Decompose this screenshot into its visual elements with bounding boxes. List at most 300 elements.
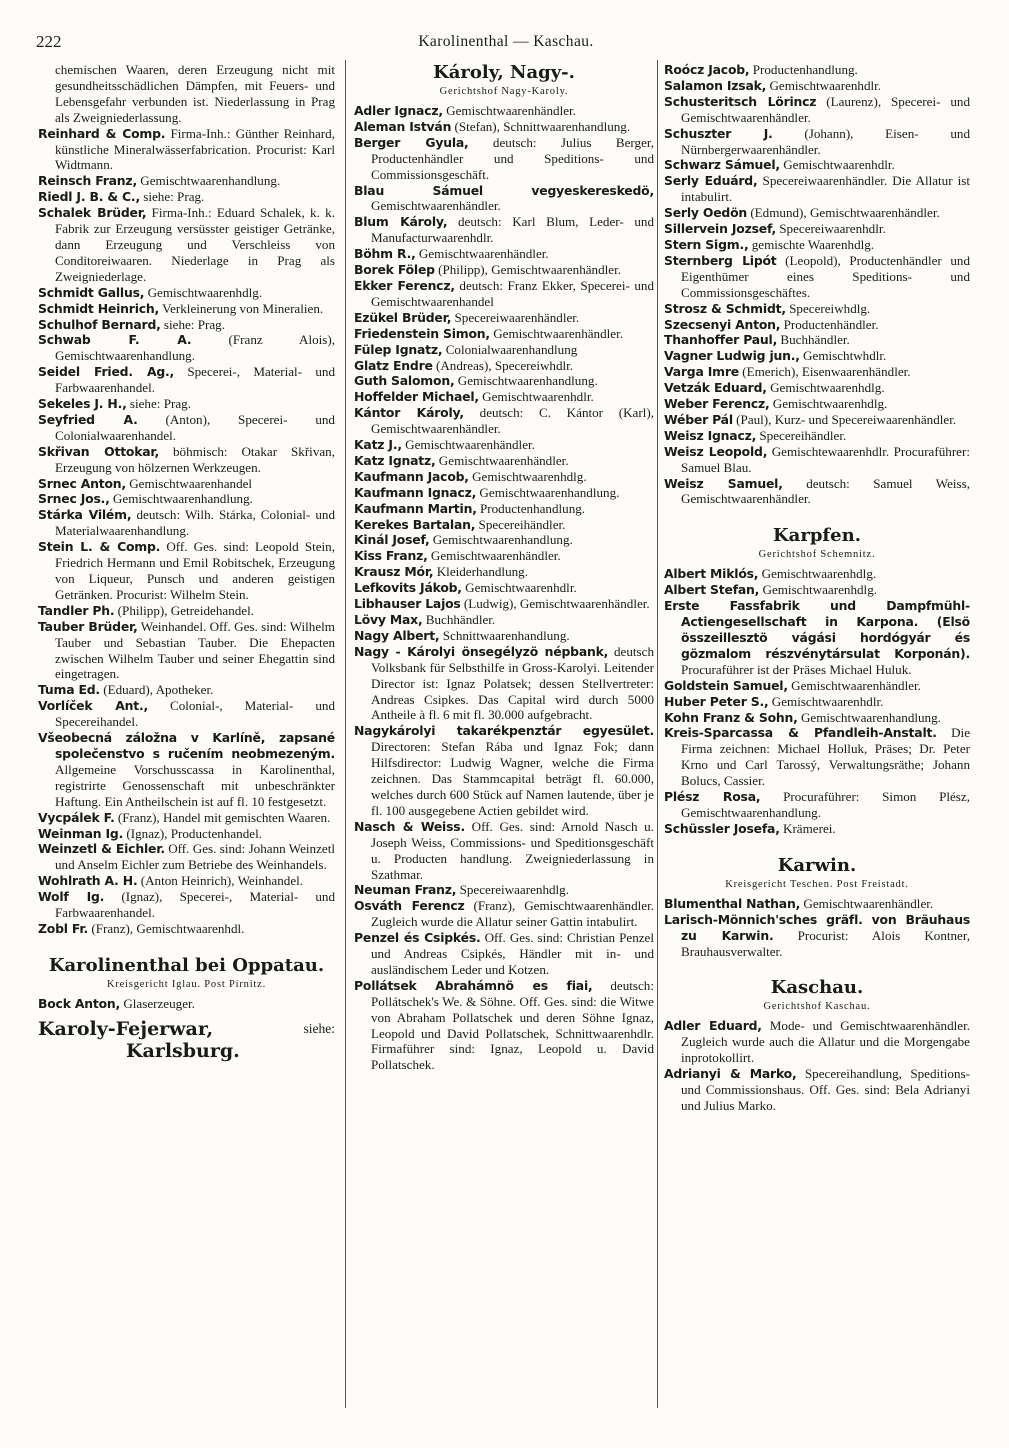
entry-name: Hoffelder Michael,	[354, 389, 479, 405]
entry-text: Gemischtwaarenhdlg.	[762, 582, 878, 598]
directory-entry	[354, 437, 654, 453]
directory-entry	[354, 103, 654, 119]
entry-name: Tandler Ph.	[38, 602, 115, 618]
directory-entry	[664, 444, 970, 476]
entry-name: Friedenstein Simon,	[354, 325, 490, 341]
entry-name: Lefkovits Jákob,	[354, 580, 462, 596]
directory-entry	[664, 205, 970, 221]
entry-text: (Emerich), Eisenwaarenhändler.	[742, 364, 911, 380]
entry-name: Schmidt Gallus,	[38, 284, 145, 300]
xref-target: Karlsburg.	[126, 1039, 240, 1062]
entry-text: (Franz), Handel mit gemischten Waaren.	[117, 809, 331, 825]
entry-text: Gemischtwaarenhandlung.	[800, 709, 941, 725]
entry-name: Tuma Ed.	[38, 682, 100, 698]
entry-text: Gemischtwaarenhändler.	[430, 548, 561, 564]
entry-text: Gemischtwaarenhändler.	[371, 198, 501, 214]
column-right	[664, 62, 970, 1114]
entry-text: Gemischtwaarenhdlg.	[472, 468, 587, 484]
entry-name: Katz J.,	[354, 437, 402, 453]
entry-name: Nagykárolyi takarékpenztár egyesület.	[354, 723, 654, 739]
directory-entry	[38, 317, 335, 333]
entry-list	[664, 62, 970, 507]
directory-entry	[664, 566, 970, 582]
entry-text: Buchhändler.	[780, 332, 850, 348]
directory-entry	[354, 978, 654, 1073]
directory-entry	[354, 612, 654, 628]
section-title-kaschau: Kaschau.	[770, 977, 864, 999]
entry-name: Schüssler Josefa,	[664, 820, 780, 836]
directory-entry	[664, 126, 970, 158]
entry-text: siehe: Prag.	[163, 316, 225, 332]
entry-name: Vetzák Eduard,	[664, 380, 767, 396]
entry-text: deutsch: Samuel Weiss, Gemischtwaarenhändler.	[681, 475, 970, 507]
entry-text: (Ignaz), Specerei-, Material- und Farbwaarenhandel.	[55, 889, 336, 921]
directory-entry	[664, 725, 970, 789]
directory-entry	[664, 173, 970, 205]
column-left	[38, 62, 335, 1062]
directory-entry	[664, 317, 970, 333]
entry-text: (Johann), Eisen- und Nürnbergerwaarenhändler.	[681, 125, 970, 157]
entry-text: siehe: Prag.	[143, 189, 205, 205]
directory-entry	[664, 694, 970, 710]
directory-entry	[38, 476, 335, 492]
entry-name: Bock Anton,	[38, 995, 121, 1011]
directory-entry	[38, 364, 335, 396]
entry-text: (Anton Heinrich), Weinhandel.	[140, 873, 304, 889]
column-middle	[354, 62, 654, 1073]
directory-entry	[354, 596, 654, 612]
entry-name: Vagner Ludwig jun.,	[664, 348, 800, 364]
entry-name: Katz Ignatz,	[354, 452, 436, 468]
entry-text: Specereihändler.	[759, 427, 847, 443]
entry-name: Srnec Anton,	[38, 475, 126, 491]
entry-text: (Ludwig), Gemischtwaarenhändler.	[463, 596, 650, 612]
entry-text: deutsch: C. Kántor (Karl), Gemischtwaarenhändler.	[371, 405, 654, 437]
directory-entry	[354, 373, 654, 389]
entry-text: (Philipp), Gemischtwaarenhändler.	[438, 262, 622, 278]
entry-text: Die Firma zeichnen: Michael Holluk, Präses; Dr. Peter Krno und Carl Tarossý, Verwaltungsräthe; Johann Bolucs, Cassier.	[681, 725, 970, 789]
entry-name: Stein L. & Comp.	[38, 539, 161, 555]
directory-entry	[38, 173, 335, 189]
entry-name: Nagy Albert,	[354, 627, 440, 643]
entry-name: Aleman István	[354, 118, 452, 134]
entry-name: Nasch & Weiss.	[354, 818, 465, 834]
entry-text: (Leopold), Productenhändler und Eigenthümer eines Speditions- und Commissionsgeschäftes.	[681, 252, 970, 300]
directory-entry	[354, 723, 654, 818]
entry-text: (Franz), Gemischtwaarenhdl.	[91, 920, 245, 936]
entry-name: Albert Stefan,	[664, 582, 760, 598]
entry-text: Colonialwaarenhandlung	[445, 341, 578, 357]
directory-entry	[38, 921, 335, 937]
entry-text: Productenhändler.	[783, 316, 879, 332]
entry-name: Sternberg Lipót	[664, 252, 777, 268]
entry-name: Schusteritsch Lörincz	[664, 93, 817, 109]
entry-name: Borek Fölep	[354, 262, 435, 278]
directory-entry	[664, 710, 970, 726]
entry-name: Blumenthal Nathan,	[664, 895, 801, 911]
directory-entry	[664, 476, 970, 508]
directory-entry	[38, 62, 335, 126]
page-number: 222	[36, 32, 62, 51]
directory-entry	[38, 301, 335, 317]
directory-entry	[664, 678, 970, 694]
directory-entry	[38, 603, 335, 619]
entry-text: deutsch: Pollátschek's We. & Söhne. Off. Ges. sind: die Witwe von Abraham Pollatschek und deren Söhne Ignaz, Leopold und David Pollatschek, Schnittwaarenhdlr. Firmaführer sind: Ignaz, Leopold u. David Pollatschek.	[371, 977, 654, 1073]
entry-text: (Philipp), Getreidehandel.	[117, 602, 255, 618]
entry-name: Larisch-Mönnich'sches gräfl. von Bräuhaus zu Karwin.	[664, 911, 970, 943]
directory-entry	[38, 285, 335, 301]
directory-entry	[38, 332, 335, 364]
directory-entry	[354, 819, 654, 883]
directory-entry	[354, 930, 654, 978]
directory-entry	[38, 698, 335, 730]
entry-name: Plész Rosa,	[664, 789, 761, 805]
section-court: Kreisgericht Iglau. Post Pirnitz.	[106, 978, 267, 990]
entry-text: Gemischtwaarenhändler.	[493, 325, 624, 341]
entry-name: Weinzetl & Eichler.	[38, 841, 165, 857]
entry-text: Off. Ges. sind: Christian Penzel und Andreas Csipkés, Händler mit in- und ausländischem Leder und Kotzen.	[371, 930, 655, 977]
entry-text: Gemischtwaarenhdlg.	[147, 284, 263, 300]
entry-name: Weinman Ig.	[38, 825, 124, 841]
directory-entry	[354, 405, 654, 437]
directory-entry	[38, 444, 335, 476]
entry-name: Weisz Ignacz,	[664, 427, 757, 443]
entry-name: Adler Ignacz,	[354, 103, 443, 118]
entry-name: Neuman Franz,	[354, 882, 457, 898]
running-title: Karolinenthal — Kaschau.	[418, 33, 594, 50]
directory-entry	[664, 428, 970, 444]
entry-name: Vorlíček Ant.,	[38, 698, 148, 714]
directory-entry	[664, 380, 970, 396]
directory-entry	[664, 912, 970, 960]
entry-text: (Franz Alois), Gemischtwaarenhandlung.	[55, 332, 336, 364]
entry-text: Specereiwaarenhdlg.	[459, 882, 570, 898]
entry-name: Kinál Josef,	[354, 532, 430, 548]
entry-name: Pollátsek Abrahámnö es fiai,	[354, 977, 593, 993]
entry-text: Off. Ges. sind: Johann Weinzetl und Anselm Eichler zum Betriebe des Weinhandels.	[55, 841, 335, 873]
directory-entry	[664, 821, 970, 837]
directory-entry	[38, 412, 335, 444]
cross-reference	[38, 1018, 335, 1040]
entry-name: Kántor Károly,	[354, 405, 464, 421]
entry-name: Reinsch Franz,	[38, 173, 137, 189]
entry-text: Gemischtwaarenhändler.	[405, 437, 535, 453]
directory-entry	[664, 253, 970, 301]
directory-entry	[354, 326, 654, 342]
entry-name: Serly Eduárd,	[664, 173, 758, 189]
entry-name: Berger Gyula,	[354, 134, 469, 150]
directory-entry	[38, 126, 335, 174]
entry-text: deutsch: Karl Blum, Leder- und Manufacturwaarenhdlr.	[371, 214, 654, 246]
entry-name: Serly Oedön	[664, 205, 748, 221]
directory-entry	[354, 485, 654, 501]
entry-text: Gemischtwaarenhdlr.	[769, 77, 882, 93]
entry-text: Buchhändler.	[425, 612, 496, 627]
entry-name: Böhm R.,	[354, 246, 416, 262]
entry-name: Kreis-Sparcassa & Pfandleih-Anstalt.	[664, 725, 937, 741]
entry-list	[664, 1018, 970, 1113]
directory-entry	[38, 873, 335, 889]
directory-entry	[38, 889, 335, 921]
entry-name: Sillervein Jozsef,	[664, 221, 776, 237]
entry-name: Riedl J. B. & C.,	[38, 189, 140, 205]
directory-entry	[354, 119, 654, 135]
entry-text: (Anton), Specerei- und Colonialwaarenhandel.	[55, 411, 335, 443]
directory-entry	[354, 564, 654, 580]
entry-text: Gemischtwhdlr.	[803, 348, 887, 364]
directory-entry	[664, 412, 970, 428]
directory-entry	[354, 882, 654, 898]
entry-text: siehe: Prag.	[129, 396, 191, 412]
entry-text: Gemischtwaarenhändler.	[418, 246, 549, 262]
entry-text: Gemischtwaarenhandlung.	[457, 373, 598, 389]
directory-entry	[664, 582, 970, 598]
entry-text: gemischte Waarenhdlg.	[751, 236, 875, 252]
entry-text: Gemischtwaarenhdlr.	[465, 580, 577, 596]
directory-entry	[664, 237, 970, 253]
directory-entry	[664, 94, 970, 126]
entry-name: Kohn Franz & Sohn,	[664, 709, 798, 725]
entry-name: Srnec Jos.,	[38, 491, 110, 507]
entry-text: Gemischtwaarenhandlung.	[112, 491, 253, 507]
section-title-karoly-nagy: Károly, Nagy-.	[433, 62, 575, 83]
entry-text: Procuraführer ist der Präses Michael Huluk.	[681, 661, 912, 677]
entry-text: Firma-Inh.: Günther Reinhard, künstliche Mineralwässerfabrication. Procurist: Karl Widtmann.	[55, 125, 335, 173]
directory-entry	[38, 841, 335, 873]
entry-text: Specereiwhdlg.	[789, 300, 871, 316]
entry-name: Skřivan Ottokar,	[38, 443, 160, 459]
entry-name: Ezükel Brüder,	[354, 309, 452, 325]
entry-text: Procurist: Alois Kontner, Brauhausverwalter.	[681, 927, 970, 959]
entry-text: (Ignaz), Productenhandel.	[126, 825, 262, 841]
directory-entry	[354, 644, 654, 724]
directory-entry	[38, 619, 335, 683]
directory-entry	[664, 396, 970, 412]
entry-name: Albert Miklós,	[664, 566, 759, 582]
entry-list	[664, 566, 970, 836]
entry-text: Gemischtwaarenhandlung.	[432, 532, 573, 548]
entry-name: Schwarz Sámuel,	[664, 157, 780, 173]
entry-text: Mode- und Gemischtwaarenhändler. Zugleich wurde auch die Allatur und die Morgengabe inprotokollirt.	[681, 1018, 970, 1066]
entry-name: Sekeles J. H.,	[38, 396, 127, 412]
entry-name: Krausz Mór,	[354, 564, 434, 580]
entry-list	[38, 62, 335, 937]
directory-entry	[38, 996, 335, 1012]
entry-name: Wolf Ig.	[38, 889, 105, 905]
directory-entry	[354, 310, 654, 326]
section-title-karpfen: Karpfen.	[773, 525, 861, 547]
entry-text: chemischen Waaren, deren Erzeugung nicht mit gesundheitsschädlichen Dämpfen, mit Feuers- und Lebensgefahr verbunden ist. Niederlassung in Prag als Zweigniederlassung.	[55, 62, 335, 125]
section-court: Gerichtshof Schemnitz.	[758, 549, 876, 561]
entry-text: Verkleinerung von Mineralien.	[162, 300, 324, 316]
directory-entry	[664, 62, 970, 78]
directory-entry	[38, 396, 335, 412]
entry-name: Salamon Izsak,	[664, 77, 767, 93]
entry-name: Wohlrath A. H.	[38, 873, 138, 889]
entry-name: Penzel és Csipkés.	[354, 930, 481, 946]
entry-name: Weisz Leopold,	[664, 443, 768, 459]
entry-text: Gemischtwaarenhändler.	[438, 452, 569, 468]
entry-text: Allgemeine Vorschusscassa in Karolinenthal, registrirte Genossenschaft mit unbeschränkter Haftung. Ein Antheilschein ist auf fl. 10 festgesetzt.	[55, 761, 335, 809]
section-court: Gerichtshof Nagy-Karoly.	[439, 86, 569, 97]
entry-text: (Eduard), Apotheker.	[103, 682, 214, 698]
entry-text: Off. Ges. sind: Leopold Stein, Friedrich Hermann und Emil Robitschek, Erzeugung von Liqueur, Punsch und anderen geistigen Getränken. Procurist: Wilhelm Stein.	[55, 539, 336, 602]
directory-entry	[354, 214, 654, 246]
directory-entry	[664, 348, 970, 364]
entry-text: Productenhandlung.	[479, 500, 586, 516]
directory-entry	[354, 517, 654, 533]
entry-text: (Franz), Gemischtwaarenhändler. Zugleich wurde die Allatur seiner Gattin intabulirt.	[371, 898, 654, 930]
entry-name: Stárka Vilém,	[38, 507, 132, 523]
entry-name: Kaufmann Jacob,	[354, 468, 469, 484]
entry-name: Tauber Brüder,	[38, 618, 138, 634]
directory-entry	[354, 501, 654, 517]
page-header	[36, 32, 976, 54]
directory-entry	[354, 135, 654, 183]
entry-name: Seyfried A.	[38, 411, 138, 427]
entry-name: Kaufmann Martin,	[354, 500, 477, 516]
entry-name: Kiss Franz,	[354, 548, 428, 564]
directory-entry	[664, 301, 970, 317]
entry-name: Schwab F. A.	[38, 332, 192, 348]
entry-text: Off. Ges. sind: Arnold Nasch u. Joseph Weiss, Commissions- und Speditionsgeschäft u. Producten handlung. Zweigniederlassung in Szathmar.	[371, 818, 654, 882]
entry-name: Schulhof Bernard,	[38, 316, 161, 332]
entry-text: Gemischtwaarenhdlg.	[772, 396, 888, 412]
entry-name: Ekker Ferencz,	[354, 277, 455, 293]
entry-text: Gemischtwaarenhdlg.	[761, 566, 877, 582]
entry-name: Vycpálek F.	[38, 809, 115, 825]
directory-entry	[354, 342, 654, 358]
entry-name: Szecsenyi Anton,	[664, 316, 781, 332]
directory-entry	[354, 628, 654, 644]
directory-entry	[354, 453, 654, 469]
directory-entry	[664, 1018, 970, 1066]
directory-entry	[354, 580, 654, 596]
entry-text: Specereiwaarenhändler.	[454, 309, 580, 325]
directory-entry	[354, 389, 654, 405]
directory-entry	[38, 810, 335, 826]
directory-entry	[354, 358, 654, 374]
entry-text: Specereihändler.	[478, 516, 566, 532]
entry-text: Firma-Inh.: Eduard Schalek, k. k. Fabrik zur Erzeugung versüsster geistiger Getränke, dann Erzeugung und Verschleiss von Conditoreiwaaren. Niederlage in Prag als Zweigniederlage.	[55, 205, 335, 284]
entry-name: Zobl Fr.	[38, 920, 89, 936]
entry-name: Adler Eduard,	[664, 1018, 762, 1034]
entry-text: Schnittwaarenhandlung.	[442, 627, 570, 643]
entry-name: Adrianyi & Marko,	[664, 1066, 797, 1082]
entry-text: Krämerei.	[782, 820, 836, 836]
entry-text: (Laurenz), Specerei- und Gemischtwaarenhändler.	[681, 93, 970, 125]
section-court: Gerichtshof Kaschau.	[763, 1001, 871, 1013]
entry-name: Fülep Ignatz,	[354, 341, 443, 357]
entry-name: Blau Sámuel vegyeskereskedö,	[354, 182, 654, 198]
entry-text: (Paul), Kurz- und Specereiwaarenhändler.	[736, 411, 957, 427]
directory-entry	[354, 548, 654, 564]
entry-name: Wéber Pál	[664, 411, 733, 427]
entry-text: deutsch Volksbank für Selbsthilfe in Gross-Karolyi. Leitender Director ist: Ignaz Polatsek; dessen Stellvertreter: Andreas Csipkes. Das Capital wird durch 5000 Antheile à fl. 6 mit fl. 30.000 aufgebracht.	[371, 643, 654, 723]
entry-list	[664, 896, 970, 960]
xref-see: siehe:	[303, 1020, 335, 1036]
entry-text: Colonial-, Material- und Specereihandel.	[55, 698, 335, 730]
directory-entry	[354, 183, 654, 215]
entry-name: Stern Sigm.,	[664, 236, 749, 252]
directory-entry	[38, 491, 335, 507]
entry-name: Libhauser Lajos	[354, 596, 461, 612]
entry-name: Roócz Jacob,	[664, 62, 750, 77]
directory-entry	[38, 826, 335, 842]
directory-entry	[664, 896, 970, 912]
entry-text: Directoren: Stefan Rába und Ignaz Fok; dann Hilfsdirector: Ludwig Wagner, welche die Firma zeichnen. Das Stammcapital beträgt fl. 60.000, welches durch 600 Stück auf Namen lautende, über je fl. 100 ausgegebene Actien gebildet wird.	[371, 739, 654, 818]
entry-name: Kerekes Bartalan,	[354, 516, 476, 532]
entry-text: (Andreas), Specereiwhdlr.	[435, 357, 574, 373]
section-title-karwin: Karwin.	[777, 854, 857, 876]
directory-entry	[38, 205, 335, 285]
directory-entry	[354, 246, 654, 262]
xref-title: Karoly-Fejerwar,	[38, 1017, 214, 1040]
entry-name: Všeobecná záložna v Karlíně, zapsané společenstvo s ručením neobmezeným.	[38, 730, 335, 761]
entry-name: Lövy Max,	[354, 612, 423, 627]
entry-text: Kleiderhandlung.	[436, 564, 528, 580]
directory-entry	[354, 469, 654, 485]
entry-name: Weber Ferencz,	[664, 396, 770, 412]
directory-entry	[354, 532, 654, 548]
entry-text: Weinhandel. Off. Ges. sind: Wilhelm Tauber und Sebastian Tauber. Die Ehepacten zwischen Wilhelm Tauber und seiner Ehegattin sind eingetragen.	[55, 618, 335, 682]
directory-entry	[664, 364, 970, 380]
entry-text: Gemischtwaarenhandlung.	[140, 173, 281, 189]
entry-name: Guth Salomon,	[354, 373, 455, 389]
entry-name: Glatz Endre	[354, 357, 433, 373]
entry-name: Huber Peter S.,	[664, 693, 769, 709]
entry-name: Weisz Samuel,	[664, 475, 783, 491]
entry-text: (Edmund), Gemischtwaarenhändler.	[750, 205, 940, 221]
entry-text: (Stefan), Schnittwaarenhandlung.	[454, 118, 631, 134]
column-divider	[657, 60, 658, 1408]
entry-text: Specereiwaarenhdlr.	[779, 221, 886, 237]
directory-entry	[664, 157, 970, 173]
directory-entry	[38, 507, 335, 539]
entry-text: Specereiwaarenhändler. Die Allatur ist intabulirt.	[681, 173, 971, 205]
entry-text: deutsch: Franz Ekker, Specerei- und Gemischtwaarenhandel	[371, 277, 654, 309]
directory-entry	[664, 78, 970, 94]
entry-text: böhmisch: Otakar Skřivan, Erzeugung von hölzernen Werkzeugen.	[55, 443, 335, 475]
entry-name: Osváth Ferencz	[354, 898, 465, 914]
entry-text: Procuraführer: Simon Plész, Gemischtwaarenhandlung.	[681, 789, 970, 820]
directory-entry	[664, 598, 970, 678]
entry-text: Gemischtwaarenhdlg.	[770, 380, 885, 396]
entry-text: Gemischtwaarenhändler.	[791, 677, 921, 693]
directory-entry	[38, 189, 335, 205]
directory-entry	[38, 539, 335, 603]
column-divider	[345, 60, 346, 1408]
section-court: Kreisgericht Teschen. Post Freistadt.	[725, 878, 909, 890]
entry-name: Varga Imre	[664, 364, 739, 380]
entry-name: Schmidt Heinrich,	[38, 300, 160, 316]
entry-text: deutsch: Wilh. Stárka, Colonial- und Materialwaarenhandlung.	[55, 507, 336, 539]
entry-name: Goldstein Samuel,	[664, 677, 788, 693]
entry-name: Erste Fassfabrik und Dampfmühl-Actiengesellschaft in Karpona. (Elsö összeillesztö vágási hordógyár és gözmalom részvénytársulat Korponán).	[664, 598, 970, 661]
entry-text: Gemischtwaarenhandel	[129, 475, 253, 491]
entry-text: Gemischtwaarenhändler.	[803, 895, 934, 911]
directory-entry	[354, 278, 654, 310]
entry-name: Schuszter J.	[664, 125, 773, 141]
entry-text: Gemischtwaarenhändler.	[446, 103, 576, 118]
entry-text: Gemischtwaarenhdlr.	[783, 157, 895, 173]
entry-name: Schalek Brüder,	[38, 205, 147, 221]
entry-text: Productenhandlung.	[752, 62, 858, 77]
directory-entry	[664, 1066, 970, 1114]
directory-entry	[354, 898, 654, 930]
entry-text: Gemischtwaarenhdlr.	[482, 389, 594, 405]
section-title-karolinenthal-oppatau: Karolinenthal bei Oppatau.	[48, 954, 325, 976]
